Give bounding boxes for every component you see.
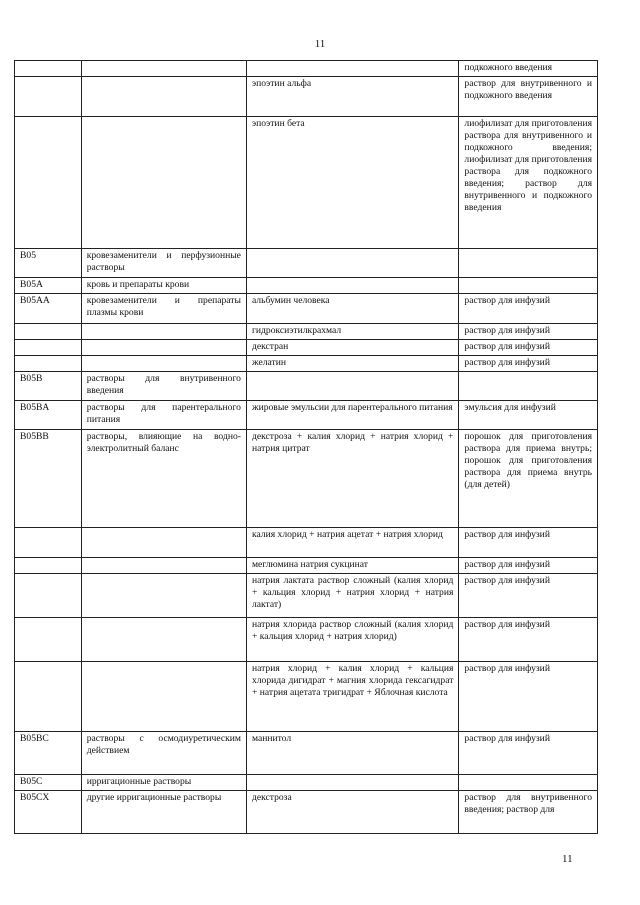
pharmacological-group-cell: растворы для внутривенного введения <box>81 372 246 401</box>
pharmacological-group-cell <box>81 662 246 732</box>
drug-name-cell: декстроза + калия хлорид + натрия хлорид + натрия цитрат <box>246 430 458 528</box>
drug-name-cell: гидроксиэтилкрахмал <box>246 324 458 340</box>
pharmacological-group-cell <box>81 77 246 117</box>
drug-table <box>14 60 598 834</box>
table-row <box>15 662 598 732</box>
atc-code-cell: B05BA <box>15 401 82 430</box>
table-row <box>15 356 598 372</box>
drug-name-cell: маннитол <box>246 732 458 775</box>
drug-name-cell: натрия лактата раствор сложный (калия хлорид + кальция хлорид + натрия хлорид + натрия лактат) <box>246 574 458 618</box>
atc-code-cell <box>15 528 82 558</box>
pharmacological-group-cell: растворы для парентерального питания <box>81 401 246 430</box>
pharmacological-group-cell <box>81 324 246 340</box>
atc-code-cell <box>15 61 82 77</box>
table-row <box>15 77 598 117</box>
dosage-form-cell: раствор для инфузий <box>459 356 598 372</box>
dosage-form-cell: раствор для инфузий <box>459 528 598 558</box>
atc-code-cell: B05 <box>15 249 82 278</box>
dosage-form-cell <box>459 249 598 278</box>
pharmacological-group-cell <box>81 558 246 574</box>
pharmacological-group-cell: ирригационные растворы <box>81 775 246 791</box>
drug-name-cell <box>246 61 458 77</box>
table-row <box>15 401 598 430</box>
drug-name-cell: декстран <box>246 340 458 356</box>
drug-name-cell: меглюмина натрия сукцинат <box>246 558 458 574</box>
drug-name-cell <box>246 775 458 791</box>
pharmacological-group-cell: кровезаменители и перфузионные растворы <box>81 249 246 278</box>
atc-code-cell <box>15 77 82 117</box>
table-row <box>15 340 598 356</box>
table-row <box>15 249 598 278</box>
table-row <box>15 324 598 340</box>
table-row <box>15 278 598 294</box>
drug-name-cell <box>246 278 458 294</box>
dosage-form-cell: подкожного введения <box>459 61 598 77</box>
pharmacological-group-cell <box>81 61 246 77</box>
table-row <box>15 294 598 324</box>
dosage-form-cell: раствор для инфузий <box>459 618 598 662</box>
pharmacological-group-cell <box>81 356 246 372</box>
table-row <box>15 791 598 834</box>
table-row <box>15 430 598 528</box>
atc-code-cell: B05BC <box>15 732 82 775</box>
drug-name-cell: натрия хлорид + калия хлорид + кальция хлорида дигидрат + магния хлорида гексагидрат + натрия ацетата тригидрат + Яблочная кислота <box>246 662 458 732</box>
dosage-form-cell: лиофилизат для приготовления раствора для внутривенного и подкожного введения; лиофилизат для приготовления раствора для подкожного введения; раствор для внутривенного и подкожного введения <box>459 117 598 249</box>
atc-code-cell: B05B <box>15 372 82 401</box>
atc-code-cell: B05C <box>15 775 82 791</box>
table-row <box>15 117 598 249</box>
atc-code-cell: B05AA <box>15 294 82 324</box>
atc-code-cell <box>15 340 82 356</box>
page-number-bottom: 11 <box>562 853 573 865</box>
dosage-form-cell: раствор для инфузий <box>459 558 598 574</box>
atc-code-cell: B05BB <box>15 430 82 528</box>
dosage-form-cell: раствор для инфузий <box>459 294 598 324</box>
pharmacological-group-cell: кровезаменители и препараты плазмы крови <box>81 294 246 324</box>
dosage-form-cell <box>459 372 598 401</box>
dosage-form-cell: порошок для приготовления раствора для приема внутрь; порошок для приготовления раствора для приема внутрь (для детей) <box>459 430 598 528</box>
drug-name-cell: эпоэтин альфа <box>246 77 458 117</box>
atc-code-cell <box>15 574 82 618</box>
drug-name-cell: калия хлорид + натрия ацетат + натрия хлорид <box>246 528 458 558</box>
atc-code-cell <box>15 558 82 574</box>
dosage-form-cell: эмульсия для инфузий <box>459 401 598 430</box>
pharmacological-group-cell: кровь и препараты крови <box>81 278 246 294</box>
page-number-top: 11 <box>314 38 326 50</box>
dosage-form-cell <box>459 278 598 294</box>
drug-name-cell: жировые эмульсии для парентерального питания <box>246 401 458 430</box>
dosage-form-cell <box>459 775 598 791</box>
dosage-form-cell: раствор для внутривенного и подкожного введения <box>459 77 598 117</box>
drug-name-cell: эпоэтин бета <box>246 117 458 249</box>
table-row <box>15 732 598 775</box>
drug-name-cell <box>246 249 458 278</box>
atc-code-cell: B05A <box>15 278 82 294</box>
pharmacological-group-cell <box>81 528 246 558</box>
table-row <box>15 574 598 618</box>
atc-code-cell <box>15 117 82 249</box>
table-row <box>15 372 598 401</box>
drug-name-cell <box>246 372 458 401</box>
table-row <box>15 775 598 791</box>
table-row <box>15 558 598 574</box>
pharmacological-group-cell <box>81 618 246 662</box>
atc-code-cell <box>15 618 82 662</box>
drug-name-cell: натрия хлорида раствор сложный (калия хлорид + кальция хлорид + натрия хлорид) <box>246 618 458 662</box>
dosage-form-cell: раствор для инфузий <box>459 324 598 340</box>
drug-name-cell: альбумин человека <box>246 294 458 324</box>
pharmacological-group-cell <box>81 574 246 618</box>
dosage-form-cell: раствор для инфузий <box>459 732 598 775</box>
atc-code-cell <box>15 324 82 340</box>
table-row <box>15 618 598 662</box>
pharmacological-group-cell <box>81 117 246 249</box>
table-row <box>15 528 598 558</box>
pharmacological-group-cell: растворы, влияющие на водно-электролитный баланс <box>81 430 246 528</box>
dosage-form-cell: раствор для внутривенного введения; раствор для <box>459 791 598 834</box>
pharmacological-group-cell <box>81 340 246 356</box>
pharmacological-group-cell: растворы с осмодиуретическим действием <box>81 732 246 775</box>
drug-name-cell: декстроза <box>246 791 458 834</box>
atc-code-cell <box>15 356 82 372</box>
atc-code-cell: B05CX <box>15 791 82 834</box>
dosage-form-cell: раствор для инфузий <box>459 340 598 356</box>
dosage-form-cell: раствор для инфузий <box>459 662 598 732</box>
pharmacological-group-cell: другие ирригационные растворы <box>81 791 246 834</box>
table-row <box>15 61 598 77</box>
dosage-form-cell: раствор для инфузий <box>459 574 598 618</box>
atc-code-cell <box>15 662 82 732</box>
drug-name-cell: желатин <box>246 356 458 372</box>
